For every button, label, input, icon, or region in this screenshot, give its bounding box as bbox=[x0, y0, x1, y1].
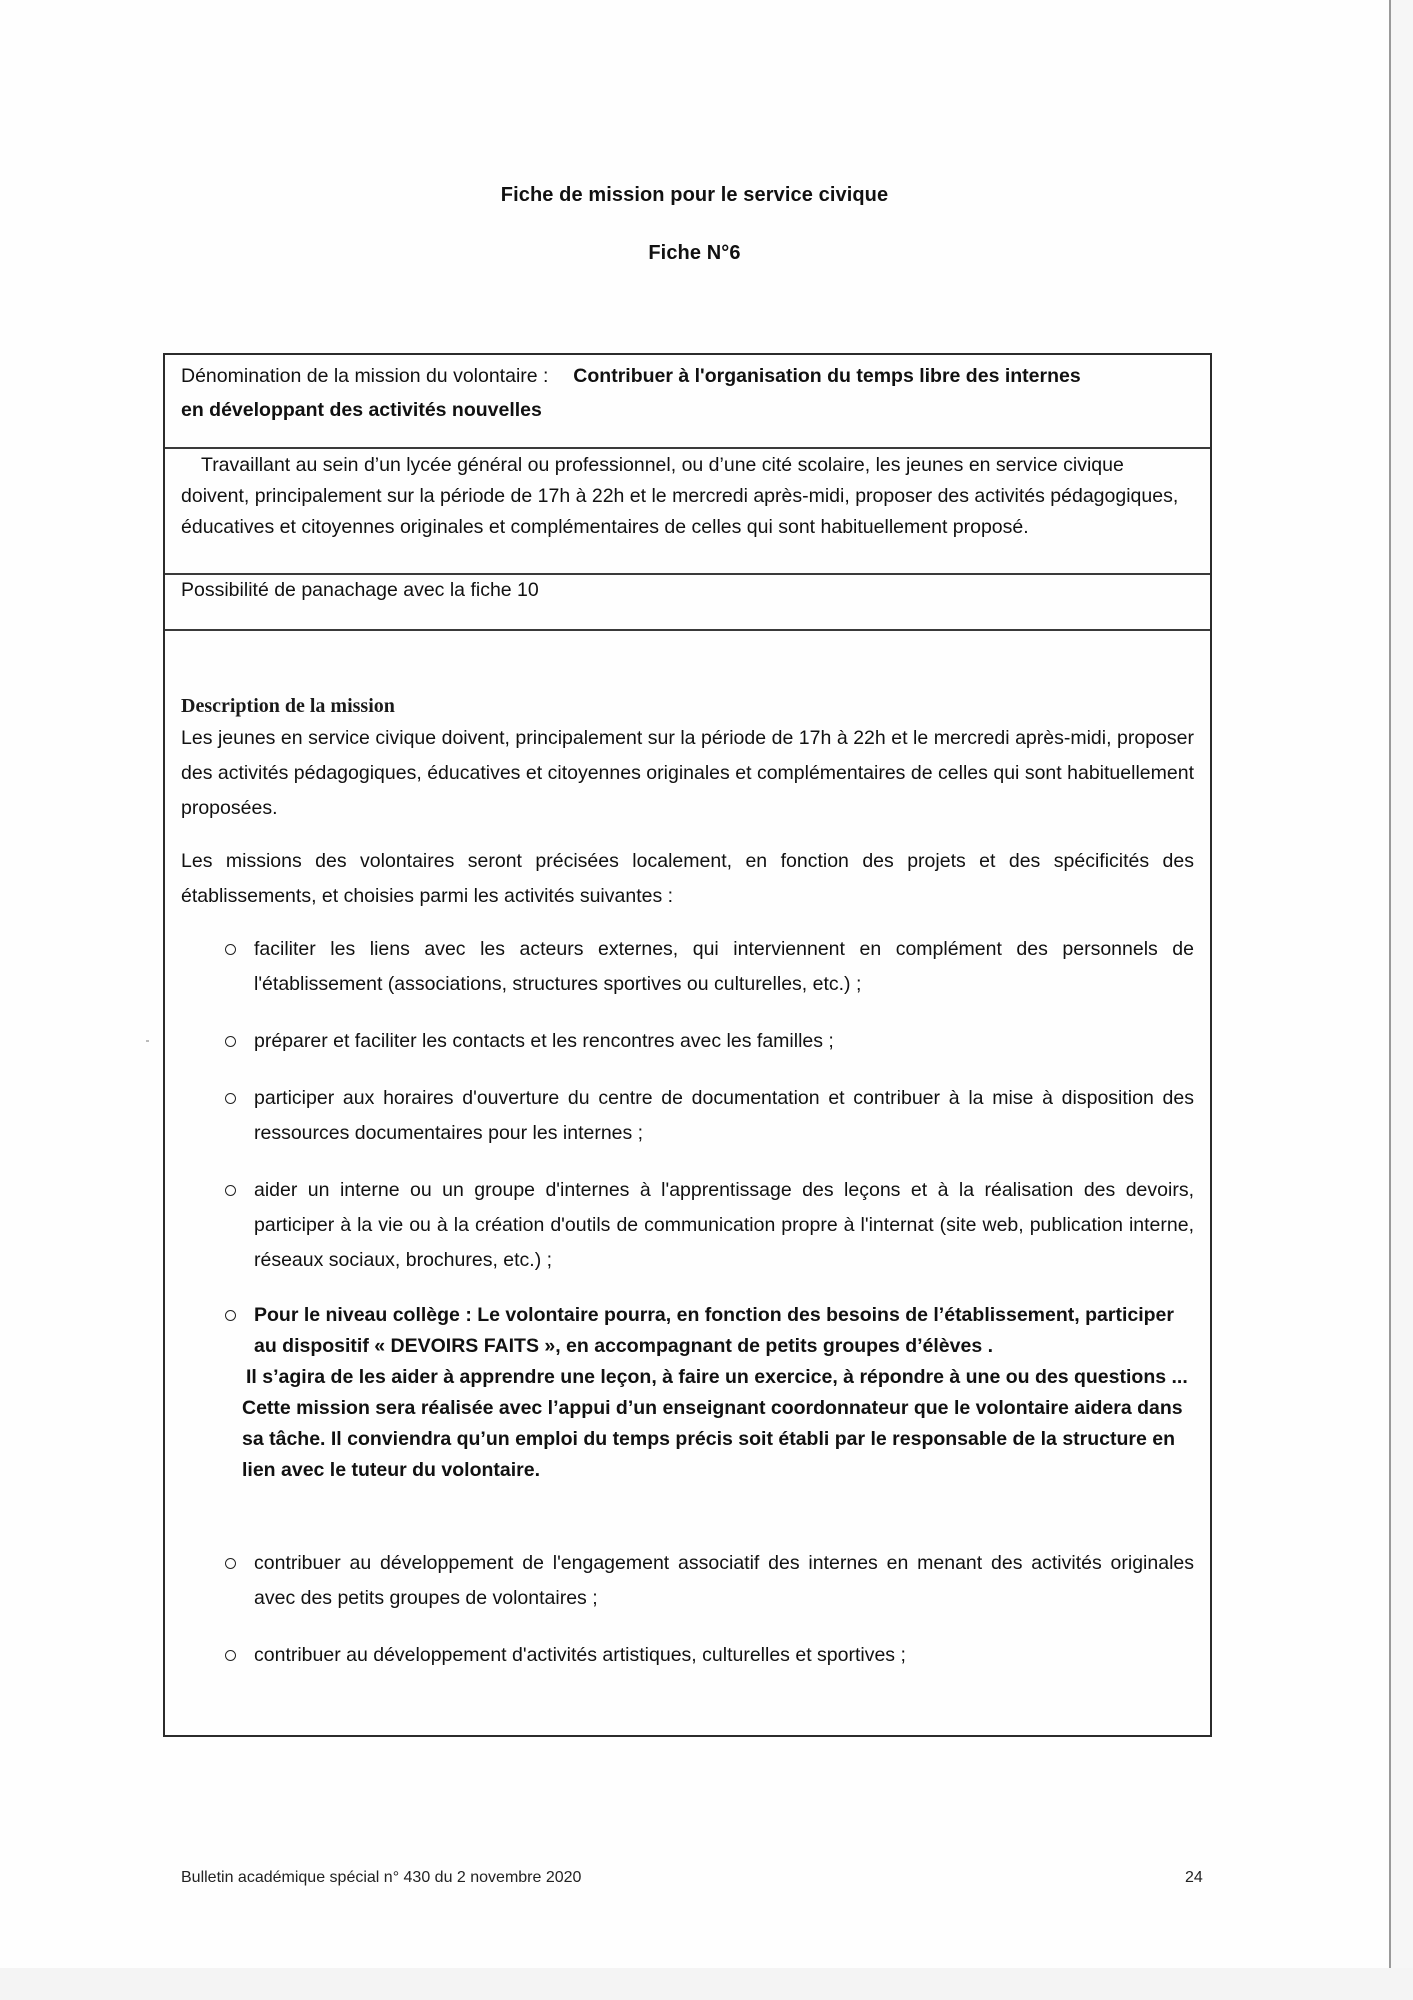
scan-margin-right bbox=[1391, 0, 1413, 2000]
description-paragraph-2: Les missions des volontaires seront précisées localement, en fonction des projets et des spécificités des établissements, et choisies parmi les activités suivantes : bbox=[181, 850, 1194, 907]
hollow-circle-bullet-icon bbox=[225, 932, 236, 967]
scan-margin-bottom bbox=[0, 1968, 1413, 2000]
footer-publication: Bulletin académique spécial n° 430 du 2 novembre 2020 bbox=[181, 1869, 582, 1886]
hollow-circle-bullet-icon bbox=[225, 1081, 236, 1116]
description-row bbox=[165, 631, 1210, 1735]
list-item-text: participer aux horaires d'ouverture du centre de documentation et contribuer à la mise à disposition des ressources documentaires pour les internes ; bbox=[254, 1087, 1194, 1144]
list-item bbox=[181, 1081, 1194, 1151]
description-heading: Description de la mission bbox=[181, 695, 395, 717]
hollow-circle-bullet-icon bbox=[225, 1300, 236, 1331]
list-item bbox=[181, 1638, 1194, 1673]
college-text-line3: Cette mission sera réalisée avec l’appui d’un enseignant coordonnateur que le volontaire aidera dans sa tâche. Il conviendra qu’un emploi du temps précis soit établi par le responsable de la structure en lien avec le tuteur du volontaire. bbox=[242, 1397, 1183, 1481]
hollow-circle-bullet-icon bbox=[225, 1173, 236, 1208]
document-title: Fiche de mission pour le service civique bbox=[500, 184, 889, 206]
hollow-circle-bullet-icon bbox=[225, 1546, 236, 1581]
intro-text: Travaillant au sein d’un lycée général ou professionnel, ou d’une cité scolaire, les jeunes en service civique doivent, principalement sur la période de 17h à 22h et le mercredi après-midi, proposer des activités pédagogiques, éducatives et citoyennes originales et complémentaires de celles qui sont habituellement proposé. bbox=[181, 454, 1179, 538]
college-text-line1: Pour le niveau collège : Le volontaire pourra, en fonction des besoins de l’établissement, participer au dispositif « DEVOIRS FAITS », en accompagnant de petits groupes d’élèves . bbox=[254, 1304, 1174, 1357]
mission-name-row bbox=[165, 355, 1210, 449]
mission-name-value-line2: en développant des activités nouvelles bbox=[181, 399, 542, 421]
college-list-item bbox=[181, 1300, 1194, 1486]
intro-row bbox=[165, 449, 1210, 575]
list-item-text: contribuer au développement de l'engagement associatif des internes en menant des activités originales avec des petits groupes de volontaires ; bbox=[254, 1552, 1194, 1609]
mix-note-row bbox=[165, 575, 1210, 631]
scan-artifact bbox=[146, 1040, 149, 1042]
list-item bbox=[181, 1173, 1194, 1278]
hollow-circle-bullet-icon bbox=[225, 1638, 236, 1673]
hollow-circle-bullet-icon bbox=[225, 1024, 236, 1059]
list-item bbox=[181, 932, 1194, 1002]
footer-page-number: 24 bbox=[1185, 1869, 1203, 1886]
college-text-line2: Il s’agira de les aider à apprendre une leçon, à faire un exercice, à répondre à une ou des questions ... bbox=[246, 1366, 1188, 1388]
list-item-text: contribuer au développement d'activités artistiques, culturelles et sportives ; bbox=[254, 1644, 906, 1666]
mission-name-value-line1: Contribuer à l'organisation du temps libre des internes bbox=[573, 365, 1081, 387]
description-paragraph-1: Les jeunes en service civique doivent, principalement sur la période de 17h à 22h et le mercredi après-midi, proposer des activités pédagogiques, éducatives et citoyennes originales et complémentaires de celles qui sont habituellement proposées. bbox=[181, 727, 1194, 819]
list-item bbox=[181, 1024, 1194, 1059]
list-item bbox=[181, 1546, 1194, 1616]
fiche-number: Fiche N°6 bbox=[648, 242, 741, 264]
mission-table bbox=[163, 353, 1212, 1737]
activity-list bbox=[181, 932, 1194, 1673]
mission-name-label: Dénomination de la mission du volontaire : bbox=[181, 365, 549, 387]
mix-note-text: Possibilité de panachage avec la fiche 10 bbox=[181, 579, 539, 601]
list-item-text: préparer et faciliter les contacts et les rencontres avec les familles ; bbox=[254, 1030, 834, 1052]
list-item-text: aider un interne ou un groupe d'internes à l'apprentissage des leçons et à la réalisation des devoirs, participer à la vie ou à la création d'outils de communication propre à l'internat (site web, publication interne, réseaux sociaux, brochures, etc.) ; bbox=[254, 1179, 1194, 1271]
list-item-text: faciliter les liens avec les acteurs externes, qui interviennent en complément des personnels de l'établissement (associations, structures sportives ou culturelles, etc.) ; bbox=[254, 938, 1194, 995]
